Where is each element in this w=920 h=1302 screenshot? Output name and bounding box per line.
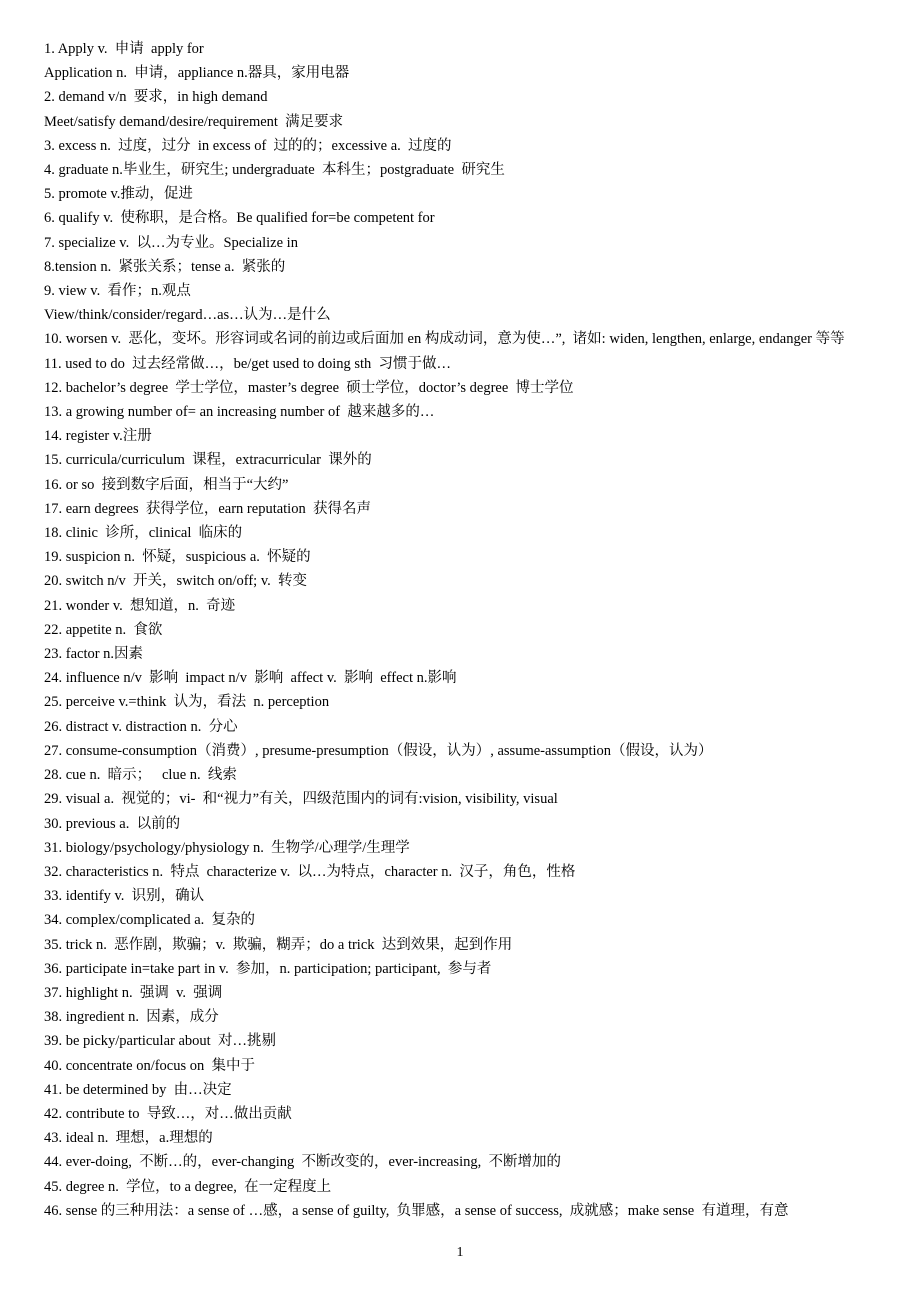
vocab-line: 17. earn degrees 获得学位，earn reputation 获得名声 bbox=[44, 500, 371, 517]
vocab-line: 29. visual a. 视觉的；vi- 和“视力”有关，四级范围内的词有:vision, visibility, visual bbox=[44, 791, 558, 808]
vocab-line: 19. suspicion n. 怀疑，suspicious a. 怀疑的 bbox=[44, 549, 311, 566]
vocab-line: 24. influence n/v 影响 impact n/v 影响 affect v. 影响 effect n.影响 bbox=[44, 670, 457, 687]
vocab-line: 18. clinic 诊所，clinical 临床的 bbox=[44, 525, 243, 542]
vocab-line: 35. trick n. 恶作剧，欺骗；v. 欺骗，糊弄；do a trick 达到效果，起到作用 bbox=[44, 936, 513, 953]
vocab-line: 5. promote v.推动，促进 bbox=[44, 186, 193, 203]
vocab-line: 44. ever-doing, 不断…的，ever-changing 不断改变的，ever-increasing, 不断增加的 bbox=[44, 1154, 561, 1171]
vocab-line: 34. complex/complicated a. 复杂的 bbox=[44, 912, 256, 929]
vocab-line: 26. distract v. distraction n. 分心 bbox=[44, 718, 238, 735]
vocab-line: 36. participate in=take part in v. 参加，n. participation; participant, 参与者 bbox=[44, 960, 492, 977]
vocab-line: 25. perceive v.=think 认为，看法 n. perception bbox=[44, 694, 330, 711]
vocab-line: 16. or so 接到数字后面，相当于“大约” bbox=[44, 476, 289, 493]
vocab-line: 15. curricula/curriculum 课程，extracurricular 课外的 bbox=[44, 452, 372, 469]
vocab-line: Application n. 申请，appliance n.器具，家用电器 bbox=[44, 65, 350, 82]
vocab-line: 2. demand v/n 要求，in high demand bbox=[44, 89, 268, 106]
vocab-line: 28. cue n. 暗示； clue n. 线索 bbox=[44, 767, 237, 784]
vocab-line: 39. be picky/particular about 对…挑剔 bbox=[44, 1033, 276, 1050]
document-body bbox=[44, 37, 884, 1223]
page-number: 1 bbox=[456, 1245, 464, 1260]
vocab-line: 27. consume-consumption（消费）, presume-presumption（假设，认为）, assume-assumption（假设，认为） bbox=[44, 742, 713, 759]
vocab-line: View/think/consider/regard…as…认为…是什么 bbox=[44, 307, 331, 324]
vocab-line: 4. graduate n.毕业生，研究生; undergraduate 本科生；postgraduate 研究生 bbox=[44, 162, 505, 179]
vocab-line: 45. degree n. 学位，to a degree, 在一定程度上 bbox=[44, 1178, 332, 1195]
vocab-line: 1. Apply v. 申请 apply for bbox=[44, 41, 204, 57]
vocab-line: 10. worsen v. 恶化，变坏。形容词或名词的前边或后面加 en 构成动词，意为使…”, 诸如: widen, lengthen, enlarge, endanger 等等 bbox=[44, 331, 845, 348]
vocab-line: 38. ingredient n. 因素，成分 bbox=[44, 1009, 219, 1026]
vocab-line: 9. view v. 看作；n.观点 bbox=[44, 283, 191, 300]
vocab-line: 22. appetite n. 食欲 bbox=[44, 621, 163, 638]
vocab-line: 37. highlight n. 强调 v. 强调 bbox=[44, 984, 223, 1001]
vocab-line: 11. used to do 过去经常做…，be/get used to doing sth 习惯于做… bbox=[44, 355, 452, 372]
vocab-line: 12. bachelor’s degree 学士学位，master’s degree 硕士学位，doctor’s degree 博士学位 bbox=[44, 379, 574, 396]
vocab-line: 23. factor n.因素 bbox=[44, 646, 144, 663]
vocab-line: 46. sense 的三种用法：a sense of …感，a sense of guilty, 负罪感，a sense of success, 成就感；make sense 有道理，有意 bbox=[44, 1202, 789, 1219]
vocab-line: 41. be determined by 由…决定 bbox=[44, 1081, 232, 1098]
vocab-line: 6. qualify v. 使称职，是合格。Be qualified for=be competent for bbox=[44, 210, 435, 227]
vocab-line: 8.tension n. 紧张关系；tense a. 紧张的 bbox=[44, 258, 286, 275]
vocab-line: 43. ideal n. 理想，a.理想的 bbox=[44, 1130, 213, 1147]
vocab-line: 14. register v.注册 bbox=[44, 428, 152, 445]
vocab-line: 20. switch n/v 开关，switch on/off; v. 转变 bbox=[44, 573, 308, 590]
vocab-line: 42. contribute to 导致…，对…做出贡献 bbox=[44, 1105, 292, 1122]
vocab-line: 30. previous a. 以前的 bbox=[44, 815, 181, 832]
vocab-line: 33. identify v. 识别，确认 bbox=[44, 888, 205, 905]
vocab-line: 40. concentrate on/focus on 集中于 bbox=[44, 1057, 256, 1074]
vocab-line: 31. biology/psychology/physiology n. 生物学/心理学/生理学 bbox=[44, 839, 410, 856]
vocab-line: Meet/satisfy demand/desire/requirement 满足要求 bbox=[44, 113, 344, 130]
vocab-line: 3. excess n. 过度，过分 in excess of 过的的；excessive a. 过度的 bbox=[44, 137, 452, 154]
vocab-line: 13. a growing number of= an increasing number of 越来越多的… bbox=[44, 404, 435, 421]
vocab-line: 32. characteristics n. 特点 characterize v. 以…为特点，character n. 汉子，角色，性格 bbox=[44, 863, 576, 880]
vocab-line: 21. wonder v. 想知道，n. 奇迹 bbox=[44, 597, 236, 614]
vocab-line: 7. specialize v. 以…为专业。Specialize in bbox=[44, 234, 298, 251]
